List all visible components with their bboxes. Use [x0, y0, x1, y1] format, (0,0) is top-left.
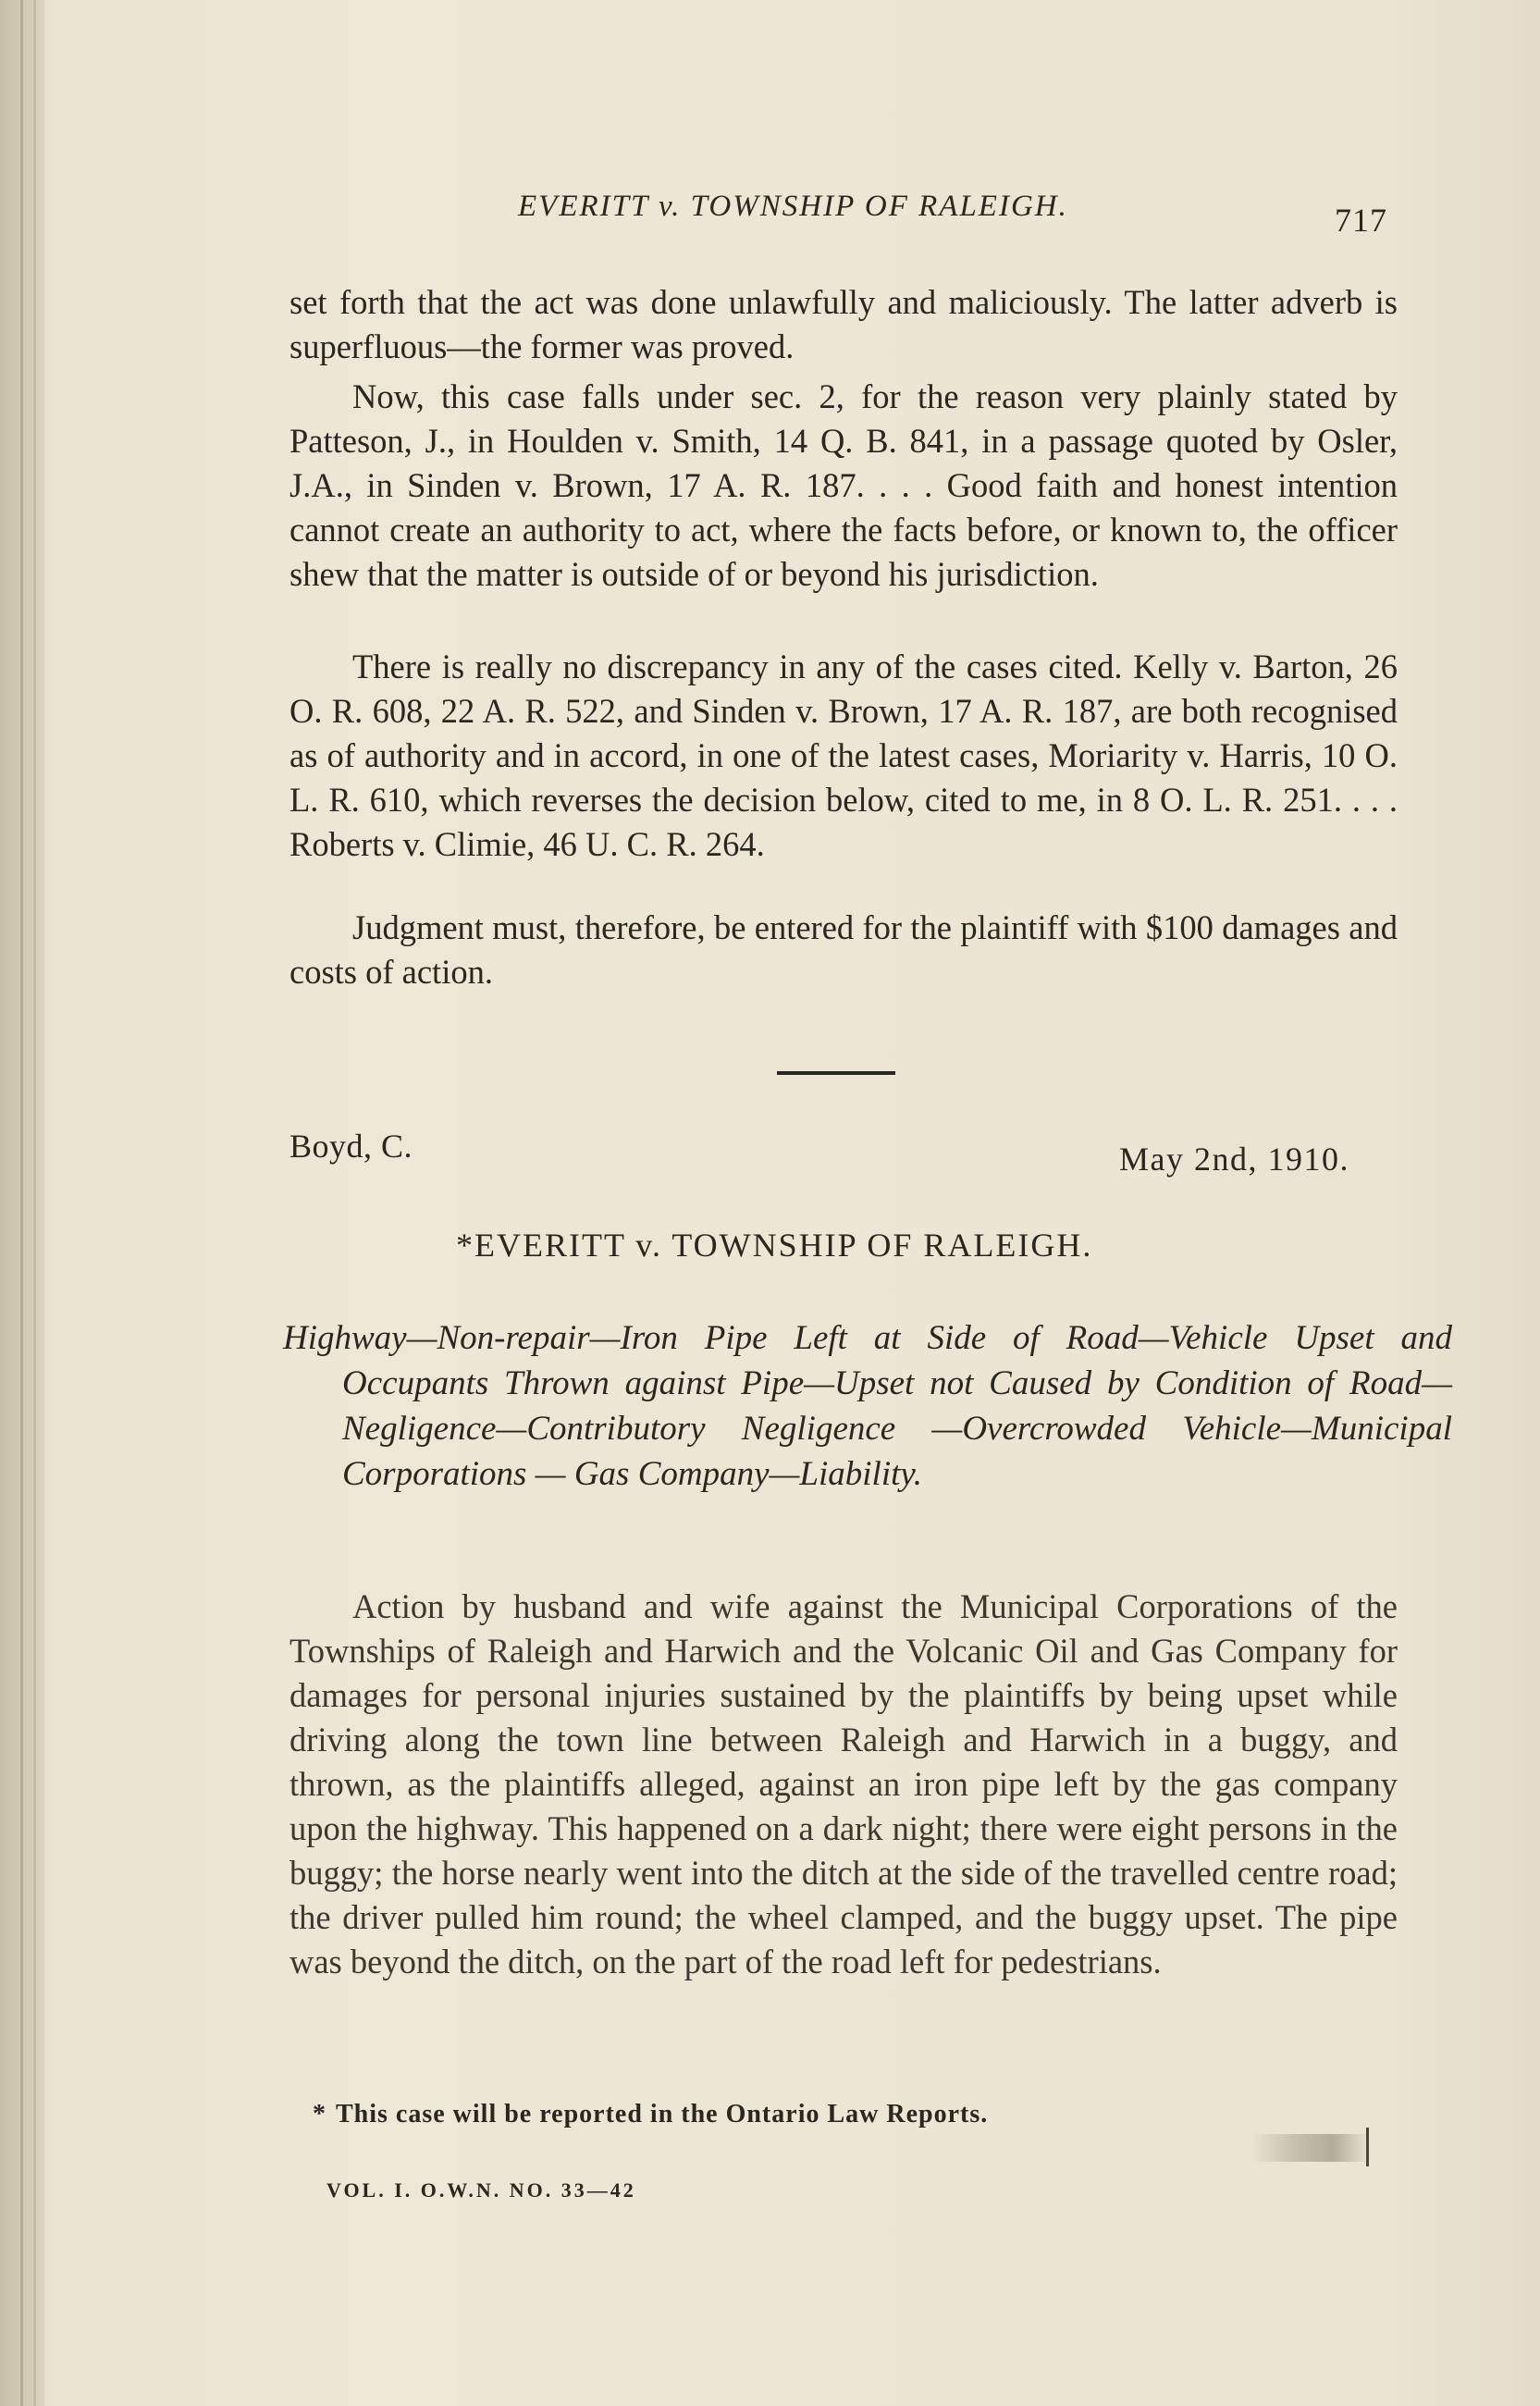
paragraph-text: Action by husband and wife against the Municipal Corporations of the Townships of Raleigh and Harwich and the Volcanic Oil and Gas Company for damages for personal injuries sustained by the plaintiffs by being upset while driving along the town line between Raleigh and Harwich in a buggy, and thrown, as the plaintiffs alleged, against an iron pipe left by the gas company upon the highway. This happened on a dark night; there were eight persons in the buggy; the horse nearly went into the ditch at the side of the travelled centre road; the driver pulled him round; the wheel clamped, and the buggy upset. The pipe was beyond the ditch, on the part of the road left for pedestrians. [290, 1587, 1398, 1980]
footnote-text: This case will be reported in the Ontario Law Reports. [336, 2100, 989, 2128]
paragraph-text: Judgment must, therefore, be entered for the plaintiff with $100 damages and costs of action. [290, 908, 1398, 991]
paragraph-text: There is really no discrepancy in any of the cases cited. Kelly v. Barton, 26 O. R. 608, 22 A. R. 522, and Sinden v. Brown, 17 A. R. 187, are both recognised as of authority and in accord, in one of the latest cases, Moriarity v. Harris, 10 O. L. R. 610, which reverses the decision below, cited to me, in 8 O. L. R. 251. . . . Roberts v. Climie, 46 U. C. R. 264. [290, 648, 1398, 863]
judge-name: Boyd, C. [290, 1128, 413, 1165]
footnote [313, 2100, 988, 2129]
paragraph-cases-cited [290, 645, 1398, 867]
footnote-marker: * [313, 2100, 326, 2128]
paragraph-text: set forth that the act was done unlawfully and maliciously. The latter adverb is superfluous—the former was proved. [290, 283, 1398, 365]
headnote: Highway—Non-repair—Iron Pipe Left at Side of Road—Vehicle Upset and Occupants Thrown against Pipe—Upset not Caused by Condition of Road—Negligence—Contributory Negligence —Overcrowded Vehicle—Municipal Corporations — Gas Company—Liability. [283, 1319, 1452, 1493]
paragraph-jurisdiction [290, 375, 1398, 597]
paragraph-continuation [290, 280, 1398, 369]
paragraph-judgment [290, 906, 1398, 994]
gutter-line [33, 0, 36, 2406]
page-number: 717 [1335, 202, 1387, 239]
ink-smudge [1250, 2134, 1369, 2162]
case-statement [290, 1585, 1398, 1984]
paragraph-text: Now, this case falls under sec. 2, for the reason very plainly stated by Patteson, J., in Houlden v. Smith, 14 Q. B. 841, in a passage quoted by Osler, J.A., in Sinden v. Brown, 17 A. R. 187. . . . Good faith and honest intention cannot create an authority to act, where the facts before, or known to, the officer shew that the matter is outside of or beyond his jurisdiction. [290, 377, 1398, 593]
ink-smudge-bar [1366, 2128, 1369, 2166]
case-title: *EVERITT v. TOWNSHIP OF RALEIGH. [456, 1227, 1093, 1264]
gutter-line [20, 0, 23, 2406]
running-head: EVERITT v. TOWNSHIP OF RALEIGH. [518, 190, 1068, 223]
signature-line: VOL. I. O.W.N. NO. 33—42 [326, 2178, 636, 2202]
section-divider [777, 1071, 895, 1075]
decision-date: May 2nd, 1910. [1119, 1141, 1349, 1178]
